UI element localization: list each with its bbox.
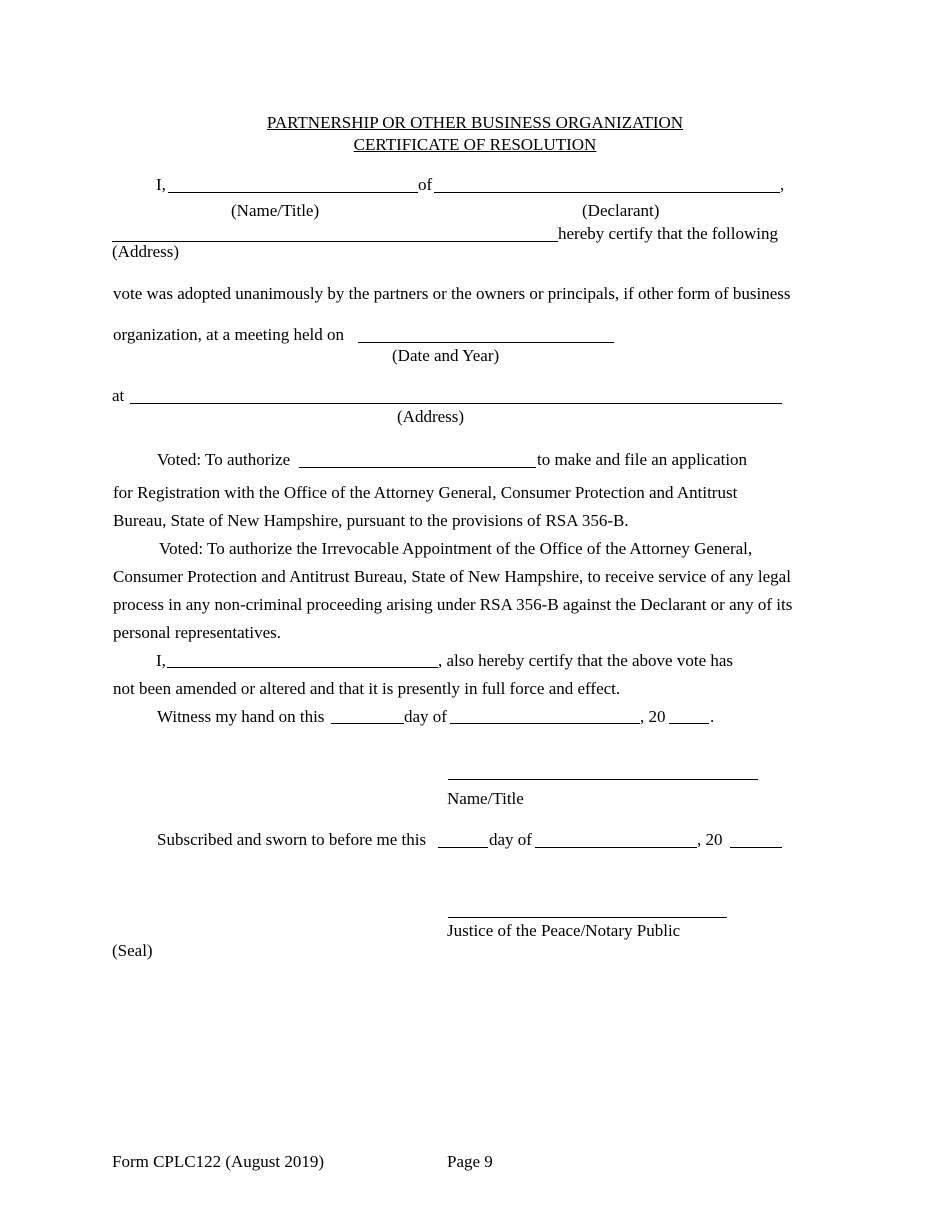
signature-blank[interactable] (448, 779, 758, 780)
authorized-person-blank[interactable] (299, 467, 536, 468)
subscribed-day-blank[interactable] (438, 847, 488, 848)
certify-text: hereby certify that the following (558, 224, 778, 243)
vote2-line2: Consumer Protection and Antitrust Bureau, State of New Hampshire, to receive service of any legal (113, 567, 791, 586)
at-label: at (112, 386, 125, 405)
document-title: PARTNERSHIP OR OTHER BUSINESS ORGANIZATION (266, 113, 684, 132)
certification-end: , also hereby certify that the above vote has (438, 651, 734, 670)
vote1-line2: for Registration with the Office of the Attorney General, Consumer Protection and Antitrust (113, 483, 738, 502)
vote1-start: Voted: To authorize (157, 450, 291, 469)
meeting-date-blank[interactable] (358, 342, 614, 343)
witness-day-blank[interactable] (331, 723, 404, 724)
witness-period: . (710, 707, 715, 726)
subscribed-year-blank[interactable] (730, 847, 782, 848)
name-title-blank[interactable] (168, 192, 418, 193)
declaration-i: I, (156, 175, 166, 194)
address-label: (Address) (112, 242, 180, 261)
subscribed-day-of: day of (489, 830, 532, 849)
vote2-line4: personal representatives. (113, 623, 282, 642)
witness-year-blank[interactable] (669, 723, 709, 724)
name-title-label: (Name/Title) (231, 201, 320, 220)
vote-intro-line2: organization, at a meeting held on (113, 325, 345, 344)
document-subtitle: CERTIFICATE OF RESOLUTION (353, 135, 597, 154)
subscribed-month-blank[interactable] (535, 847, 697, 848)
notary-signature-blank[interactable] (448, 917, 727, 918)
meeting-address-label: (Address) (397, 407, 465, 426)
declarant-blank[interactable] (434, 192, 780, 193)
certifier-name-blank[interactable] (167, 667, 438, 668)
footer-page: Page 9 (447, 1152, 493, 1171)
vote2-line3: process in any non-criminal proceeding arising under RSA 356-B against the Declarant or any of its (113, 595, 793, 614)
footer-form: Form CPLC122 (August 2019) (112, 1152, 325, 1171)
notary-label: Justice of the Peace/Notary Public (447, 921, 681, 940)
meeting-address-blank[interactable] (130, 403, 782, 404)
witness-start: Witness my hand on this (157, 707, 325, 726)
seal-label: (Seal) (112, 941, 153, 960)
witness-year-prefix: , 20 (640, 707, 666, 726)
subscribed-start: Subscribed and sworn to before me this (157, 830, 427, 849)
subscribed-year-prefix: , 20 (697, 830, 723, 849)
certification-i: I, (156, 651, 166, 670)
witness-day-of: day of (404, 707, 447, 726)
vote2-line1: Voted: To authorize the Irrevocable Appointment of the Office of the Attorney General, (159, 539, 753, 558)
declarant-label: (Declarant) (582, 201, 660, 220)
signature-label: Name/Title (447, 789, 524, 808)
vote1-end: to make and file an application (537, 450, 748, 469)
witness-month-blank[interactable] (450, 723, 640, 724)
vote-intro-line1: vote was adopted unanimously by the partners or the owners or principals, if other form of business (113, 284, 791, 303)
vote1-line3: Bureau, State of New Hampshire, pursuant to the provisions of RSA 356-B. (113, 511, 629, 530)
declaration-of: of (418, 175, 433, 194)
declaration-comma: , (780, 175, 785, 194)
date-year-label: (Date and Year) (392, 346, 500, 365)
certification-line2: not been amended or altered and that it is presently in full force and effect. (113, 679, 621, 698)
